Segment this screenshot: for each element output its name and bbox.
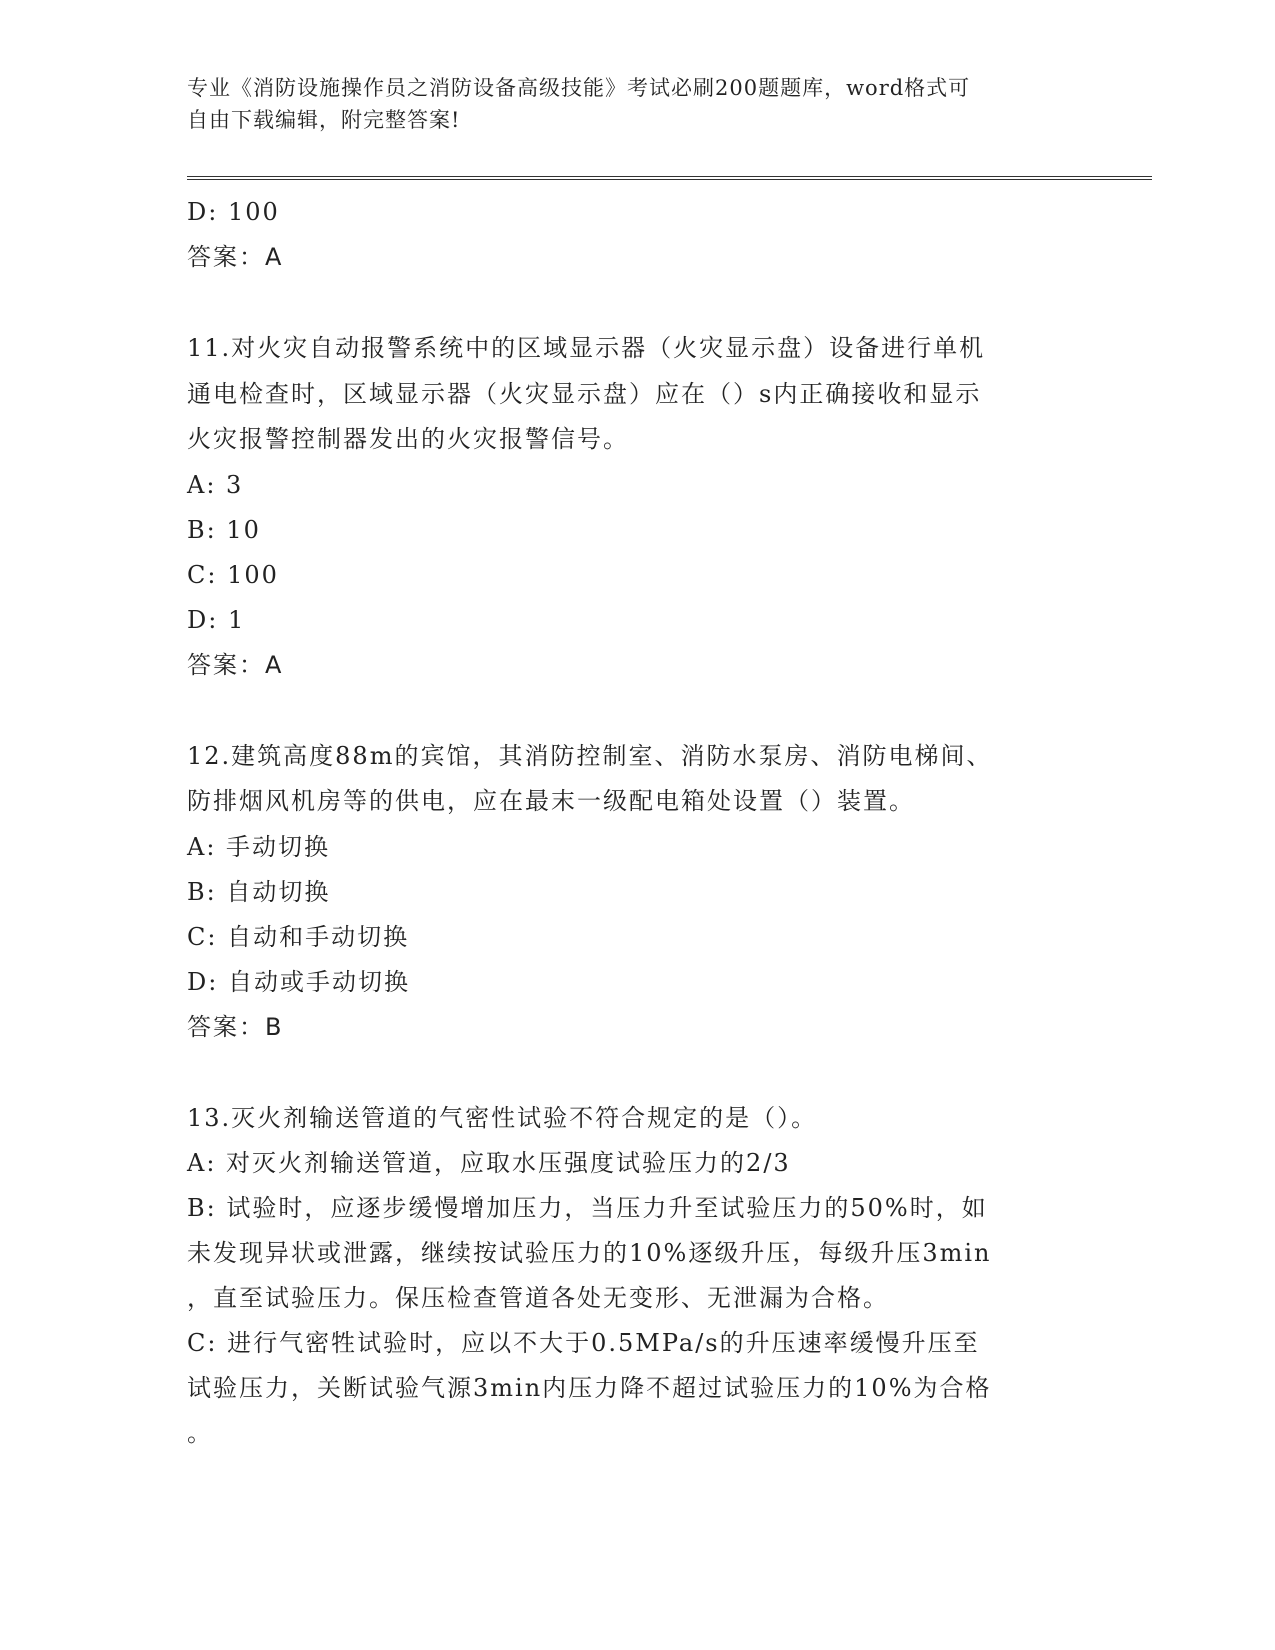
question-13-option-a: A: 对灭火剂输送管道，应取水压强度试验压力的2/3 [187,1149,791,1177]
spacer [187,280,1067,326]
question-11 [187,326,1067,688]
question-13-option-c-line-1: C: 进行气密牲试验时，应以不大于0.5MPa/s的升压速率缓慢升压至 [187,1329,980,1357]
question-12-option-d: D: 自动或手动切换 [187,967,410,996]
question-12 [187,734,1067,1050]
question-11-option-d: D: 1 [187,605,246,634]
question-11-stem-line-2: 通电检查时，区域显示器（火灾显示盘）应在（）s内正确接收和显示 [187,379,982,408]
question-12-option-c: C: 自动和手动切换 [187,922,410,951]
question-12-option-b: B: 自动切换 [187,877,331,906]
question-11-option-a: A: 3 [187,470,244,499]
prev-question-answer: 答案：A [187,243,284,271]
document-body [187,190,1067,1456]
header-divider [187,176,1152,180]
question-13-option-c-line-3: 。 [187,1419,213,1447]
question-12-stem-line-2: 防排烟风机房等的供电，应在最末一级配电箱处设置（）装置。 [187,787,915,815]
question-13-option-b-line-1: B: 试验时，应逐步缓慢增加压力，当压力升至试验压力的50%时，如 [187,1194,988,1222]
header-title-line-1: 专业《消防设施操作员之消防设备高级技能》考试必刷200题题库，word格式可 [187,76,971,100]
question-13-option-b-line-2: 未发现异状或泄露，继续按试验压力的10%逐级升压，每级升压3min [187,1239,992,1267]
header-title-line-2: 自由下载编辑，附完整答案! [187,108,461,132]
question-11-stem-line-1: 11.对火灾自动报警系统中的区域显示器（火灾显示盘）设备进行单机 [187,334,986,362]
question-12-option-a: A: 手动切换 [187,832,331,861]
question-13-option-c-line-2: 试验压力，关断试验气源3min内压力降不超过试验压力的10%为合格 [187,1374,992,1402]
question-11-option-b: B: 10 [187,515,261,544]
question-13 [187,1096,1067,1457]
question-13-option-b-line-3: ，直至试验压力。保压检查管道各处无变形、无泄漏为合格。 [187,1284,889,1312]
question-13-stem-line-1: 13.灭火剂输送管道的气密性试验不符合规定的是（）。 [187,1103,818,1132]
question-12-stem-line-1: 12.建筑高度88m的宾馆，其消防控制室、消防水泵房、消防电梯间、 [187,741,993,770]
question-11-option-c: C: 100 [187,560,279,589]
page-header [187,72,1067,136]
spacer [187,1050,1067,1096]
spacer [187,688,1067,734]
prev-question-option-d: D: 100 [187,198,280,226]
question-11-stem-line-3: 火灾报警控制器发出的火灾报警信号。 [187,425,629,453]
question-11-answer: 答案：A [187,650,284,679]
question-12-answer: 答案：B [187,1012,284,1041]
